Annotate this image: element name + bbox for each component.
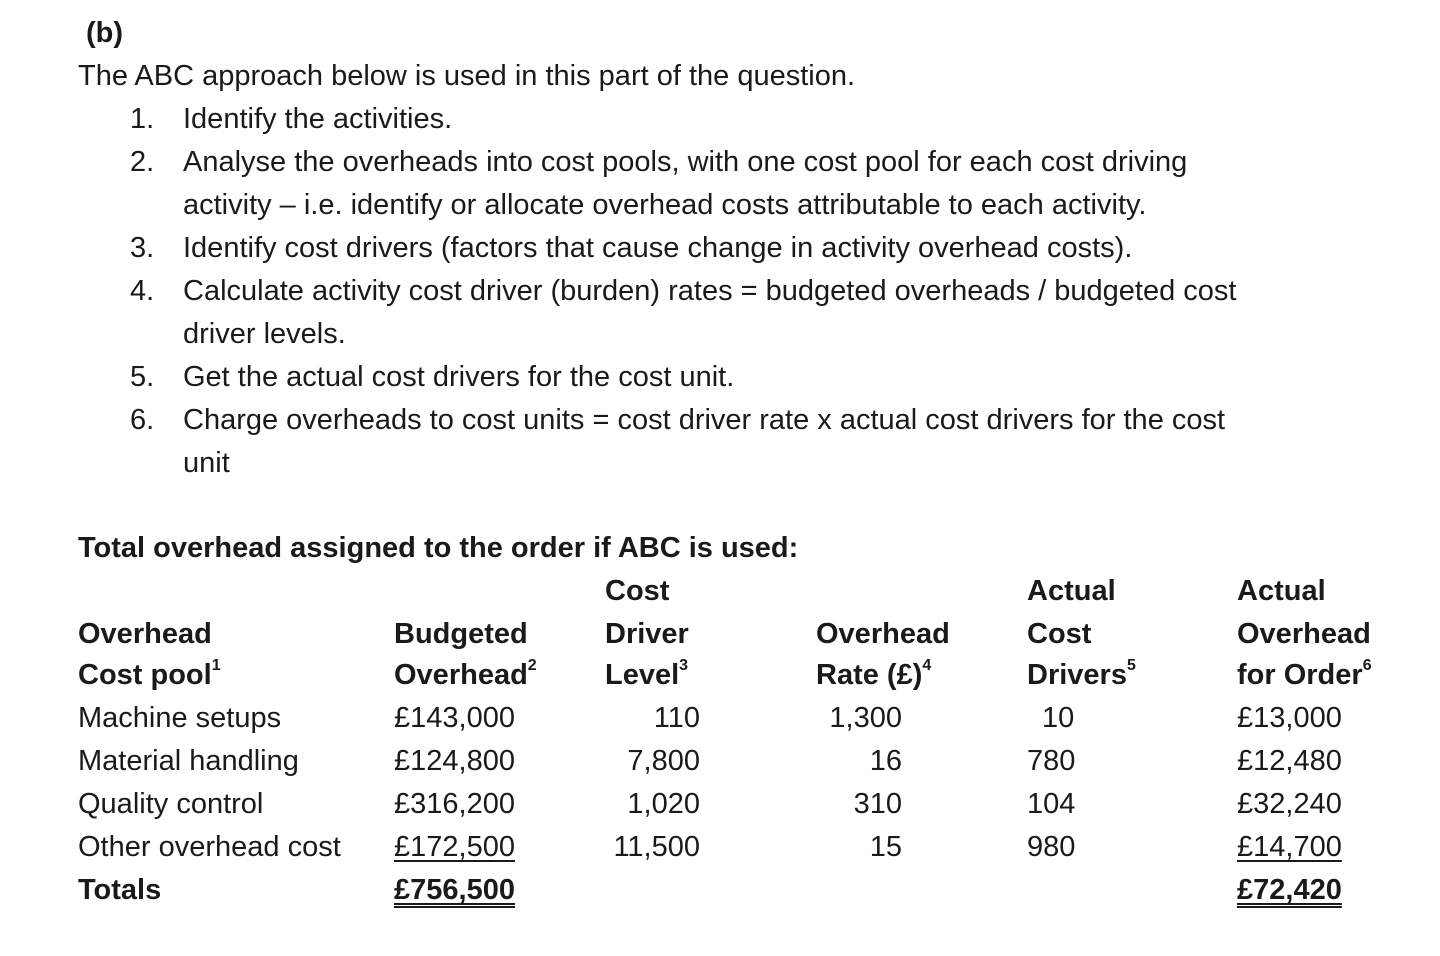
step-text: Identify cost drivers (factors that cause change in activity overhead costs). bbox=[183, 232, 1133, 264]
cell-cost-pool: Other overhead cost bbox=[78, 831, 341, 863]
total-actual-overhead: £72,420 bbox=[1237, 874, 1342, 906]
step-text: Get the actual cost drivers for the cost unit. bbox=[183, 361, 735, 393]
cell-actual-overhead: £32,240 bbox=[1237, 788, 1342, 820]
section-label: (b) bbox=[86, 17, 124, 49]
cell-budgeted-overhead: £316,200 bbox=[394, 788, 515, 820]
cell-overhead-rate: 15 bbox=[869, 831, 902, 863]
cell-cost-pool: Material handling bbox=[78, 745, 299, 777]
step-number: 6. bbox=[130, 404, 155, 436]
cell-overhead-rate: 1,300 bbox=[829, 702, 902, 734]
cell-actual-drivers: 780 bbox=[1027, 745, 1076, 777]
cell-actual-drivers: 104 bbox=[1027, 788, 1076, 820]
cell-actual-overhead: £14,700 bbox=[1237, 831, 1342, 863]
cell-driver-level: 110 bbox=[653, 702, 700, 734]
intro-text: The ABC approach below is used in this part of the question. bbox=[78, 60, 856, 92]
step-number: 5. bbox=[130, 361, 155, 393]
step-text: Identify the activities. bbox=[183, 103, 453, 135]
step-text: unit bbox=[183, 447, 230, 479]
cell-actual-drivers: 10 bbox=[1042, 702, 1075, 734]
cell-driver-level: 7,800 bbox=[627, 745, 700, 777]
cell-overhead-rate: 16 bbox=[869, 745, 902, 777]
step-number: 1. bbox=[130, 103, 155, 135]
cell-driver-level: 11,500 bbox=[613, 831, 700, 863]
cell-budgeted-overhead: £143,000 bbox=[394, 702, 515, 734]
step-text: driver levels. bbox=[183, 318, 346, 350]
document-page: (b) The ABC approach below is used in this part of the question. 1. Identify the activities. 2. Analyse the overheads into cost pools, with one cost pool for each cost driving activity – i.e. identify or allocate overhead costs attributable to each activity. 3. Identify cost drivers (factors that cause change in activity overhead costs). 4. Calculate activity cost driver (burden) rates = budgeted overheads / budgeted cost driver levels. 5. Get the actual cost drivers for the cost unit. 6. Charge overheads to cost units = cost driver rate x actual cost drivers for the cost unit Total overhead assigned to the order if ABC is used: Overhead Cost pool$^1$ Budgeted Overhead$^2$ Cost Driver Level$^3$ Overhead Rate (£)$^4$ Actual Cost Drivers$^5$ Actual Overhead for Order$^6$ Machine setups £143,000 110 1,300 10 £13,000 Material handling £124,800 7,800 16 780 £12,480 Quality control £316,200 1,020 310 104 £32,240 Other overhead cost £172,500 11,500 15 980 £14,700 Totals £756,500 £72,420 bbox=[78, 17, 1372, 906]
step-text: activity – i.e. identify or allocate overhead costs attributable to each activity. bbox=[183, 189, 1147, 221]
step-text: Analyse the overheads into cost pools, with one cost pool for each cost driving bbox=[183, 146, 1188, 178]
cell-cost-pool: Quality control bbox=[78, 788, 264, 820]
cell-actual-overhead: £13,000 bbox=[1237, 702, 1342, 734]
step-text: Calculate activity cost driver (burden) rates = budgeted overheads / budgeted cost bbox=[183, 275, 1237, 307]
step-number: 3. bbox=[130, 232, 155, 264]
cell-budgeted-overhead: £124,800 bbox=[394, 745, 515, 777]
cell-driver-level: 1,020 bbox=[627, 788, 700, 820]
cell-overhead-rate: 310 bbox=[853, 788, 902, 820]
cell-budgeted-overhead: £172,500 bbox=[394, 831, 515, 863]
cell-actual-overhead: £12,480 bbox=[1237, 745, 1342, 777]
total-budgeted-overhead: £756,500 bbox=[394, 874, 515, 906]
cell-actual-drivers: 980 bbox=[1027, 831, 1076, 863]
step-number: 4. bbox=[130, 275, 155, 307]
table-title: Total overhead assigned to the order if ABC is used: bbox=[78, 532, 799, 564]
step-text: Charge overheads to cost units = cost driver rate x actual cost drivers for the cost bbox=[183, 404, 1226, 436]
totals-label: Totals bbox=[78, 874, 162, 906]
step-number: 2. bbox=[130, 146, 155, 178]
cell-cost-pool: Machine setups bbox=[78, 702, 282, 734]
